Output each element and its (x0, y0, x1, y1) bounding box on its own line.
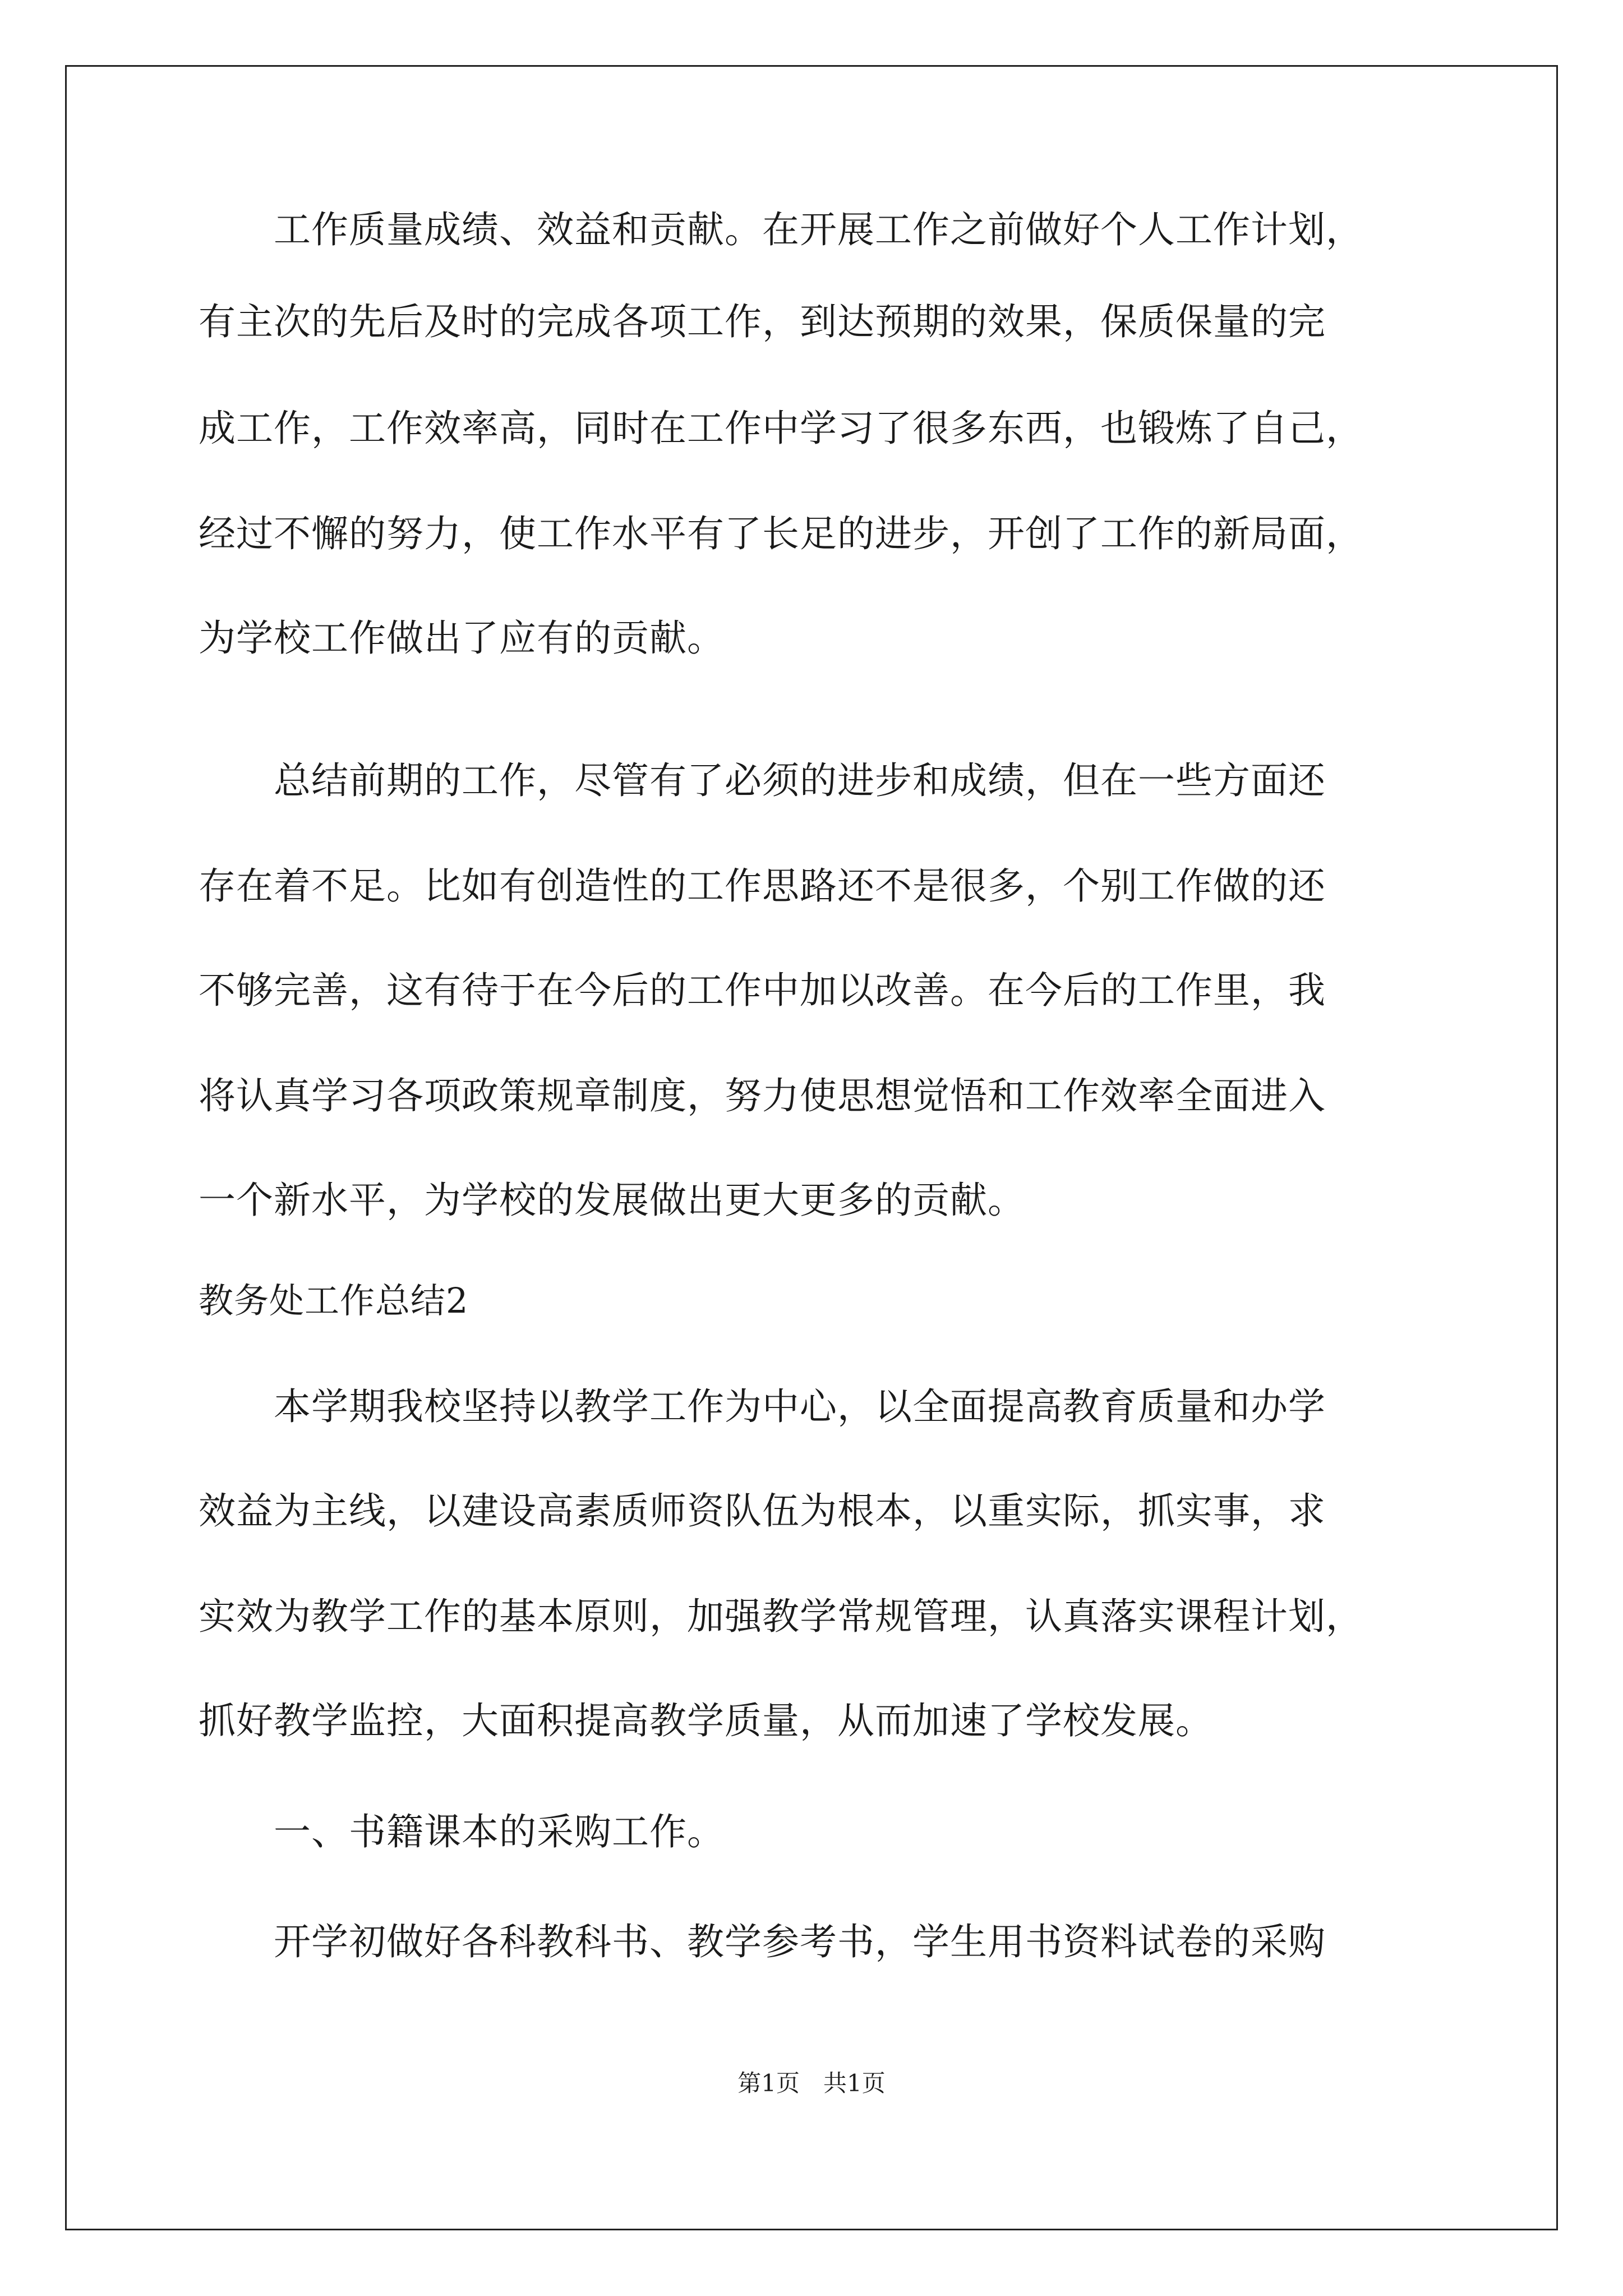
paragraph-line: 本学期我校坚持以教学工作为中心，以全面提高教育质量和办学 (199, 1385, 1326, 1428)
paragraph-line: 经过不懈的努力，使工作水平有了长足的进步，开创了工作的新局面， (199, 512, 1363, 555)
list-item-heading: 一、书籍课本的采购工作。 (199, 1810, 725, 1853)
page-border (65, 65, 1558, 2230)
paragraph-line: 不够完善，这有待于在今后的工作中加以改善。在今后的工作里，我 (199, 969, 1326, 1012)
paragraph-line: 有主次的先后及时的完成各项工作，到达预期的效果，保质保量的完 (199, 300, 1326, 343)
paragraph-line: 总结前期的工作，尽管有了必须的进步和成绩，但在一些方面还 (199, 759, 1326, 802)
paragraph-line: 开学初做好各科教科书、教学参考书，学生用书资料试卷的采购 (199, 1920, 1326, 1963)
paragraph-line: 成工作，工作效率高，同时在工作中学习了很多东西，也锻炼了自己， (199, 407, 1363, 450)
paragraph-line: 存在着不足。比如有创造性的工作思路还不是很多，个别工作做的还 (199, 864, 1326, 908)
paragraph-line: 为学校工作做出了应有的贡献。 (199, 616, 725, 660)
paragraph-line: 一个新水平，为学校的发展做出更大更多的贡献。 (199, 1179, 1025, 1222)
paragraph-line: 工作质量成绩、效益和贡献。在开展工作之前做好个人工作计划， (199, 208, 1363, 251)
page-number-footer: 第1页 共1页 (737, 2069, 886, 2097)
paragraph-line: 实效为教学工作的基本原则，加强教学常规管理，认真落实课程计划， (199, 1595, 1363, 1638)
paragraph-line: 将认真学习各项政策规章制度，努力使思想觉悟和工作效率全面进入 (199, 1074, 1326, 1117)
paragraph-line: 抓好教学监控，大面积提高教学质量，从而加速了学校发展。 (199, 1699, 1213, 1742)
paragraph-line: 效益为主线，以建设高素质师资队伍为根本，以重实际，抓实事，求 (199, 1489, 1326, 1533)
section-heading: 教务处工作总结2 (199, 1280, 469, 1321)
